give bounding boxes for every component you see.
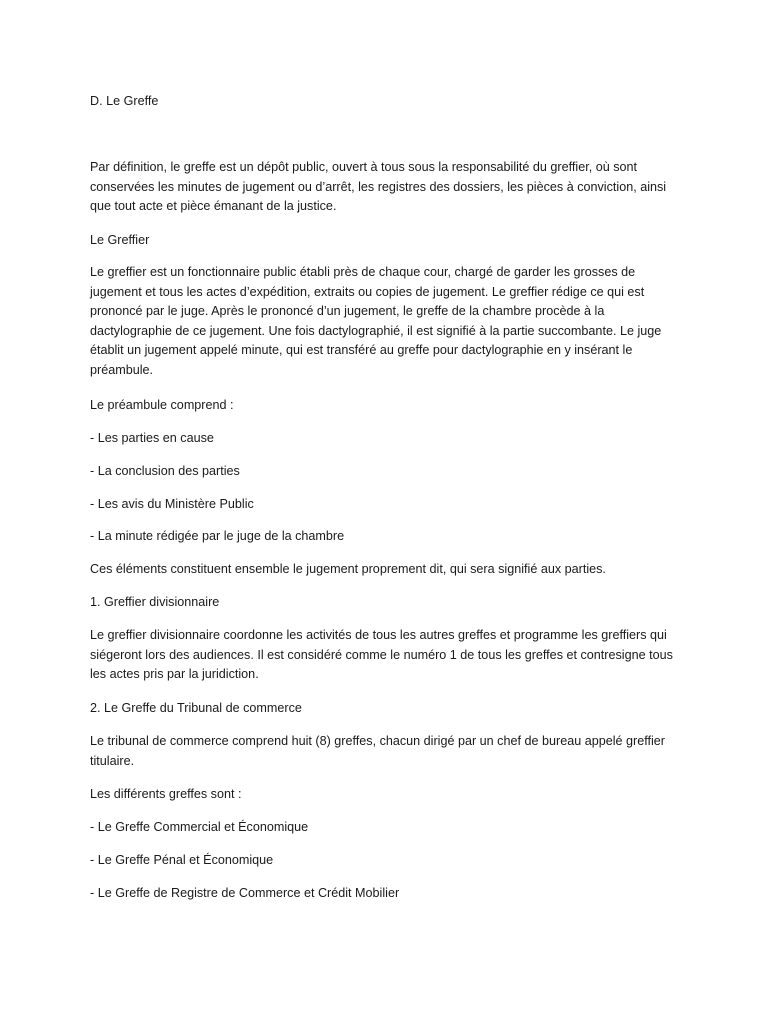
list-item: - Le Greffe Commercial et Économique xyxy=(90,820,309,834)
list-item: - Le Greffe de Registre de Commerce et Crédit Mobilier xyxy=(90,886,400,900)
section-title: D. Le Greffe xyxy=(90,94,159,108)
greffes-heading: Les différents greffes sont : xyxy=(90,787,242,801)
preambule-heading: Le préambule comprend : xyxy=(90,398,234,412)
preambule-conclusion: Ces éléments constituent ensemble le jugement proprement dit, qui sera signifié aux parties. xyxy=(90,562,606,576)
section2-heading: 2. Le Greffe du Tribunal de commerce xyxy=(90,701,302,715)
section1-paragraph: Le greffier divisionnaire coordonne les activités de tous les autres greffes et programme les greffiers qui siégeront lors des audiences. Il est considéré comme le numéro 1 de tous les greffes et contresigne tous les actes pris par la juridiction. xyxy=(90,628,673,682)
greffier-paragraph: Le greffier est un fonctionnaire public établi près de chaque cour, chargé de garder les grosses de jugement et tous les actes d’expédition, extraits ou copies de jugement. Le greffier rédige ce qui est prononcé par le juge. Après le prononcé d’un jugement, le greffe de la chambre procède à la dactylographie de ce jugement. Une fois dactylographié, il est signifié à la partie succombante. Le juge établit un jugement appelé minute, qui est transféré au greffe pour dactylographie en y insérant le préambule. xyxy=(90,265,662,377)
list-item: - La minute rédigée par le juge de la chambre xyxy=(90,529,345,543)
section2-paragraph: Le tribunal de commerce comprend huit (8) greffes, chacun dirigé par un chef de bureau appelé greffier titulaire. xyxy=(90,734,665,768)
list-item: - Les avis du Ministère Public xyxy=(90,497,254,511)
list-item: - La conclusion des parties xyxy=(90,464,240,478)
section1-heading: 1. Greffier divisionnaire xyxy=(90,595,220,609)
intro-paragraph: Par définition, le greffe est un dépôt public, ouvert à tous sous la responsabilité du greffier, où sont conservées les minutes de jugement ou d’arrêt, les registres des dossiers, les pièces à conviction, ainsi que tout acte et pièce émanant de la justice. xyxy=(90,160,667,214)
list-item: - Le Greffe Pénal et Économique xyxy=(90,853,274,867)
greffier-heading: Le Greffier xyxy=(90,233,150,247)
list-item: - Les parties en cause xyxy=(90,431,214,445)
